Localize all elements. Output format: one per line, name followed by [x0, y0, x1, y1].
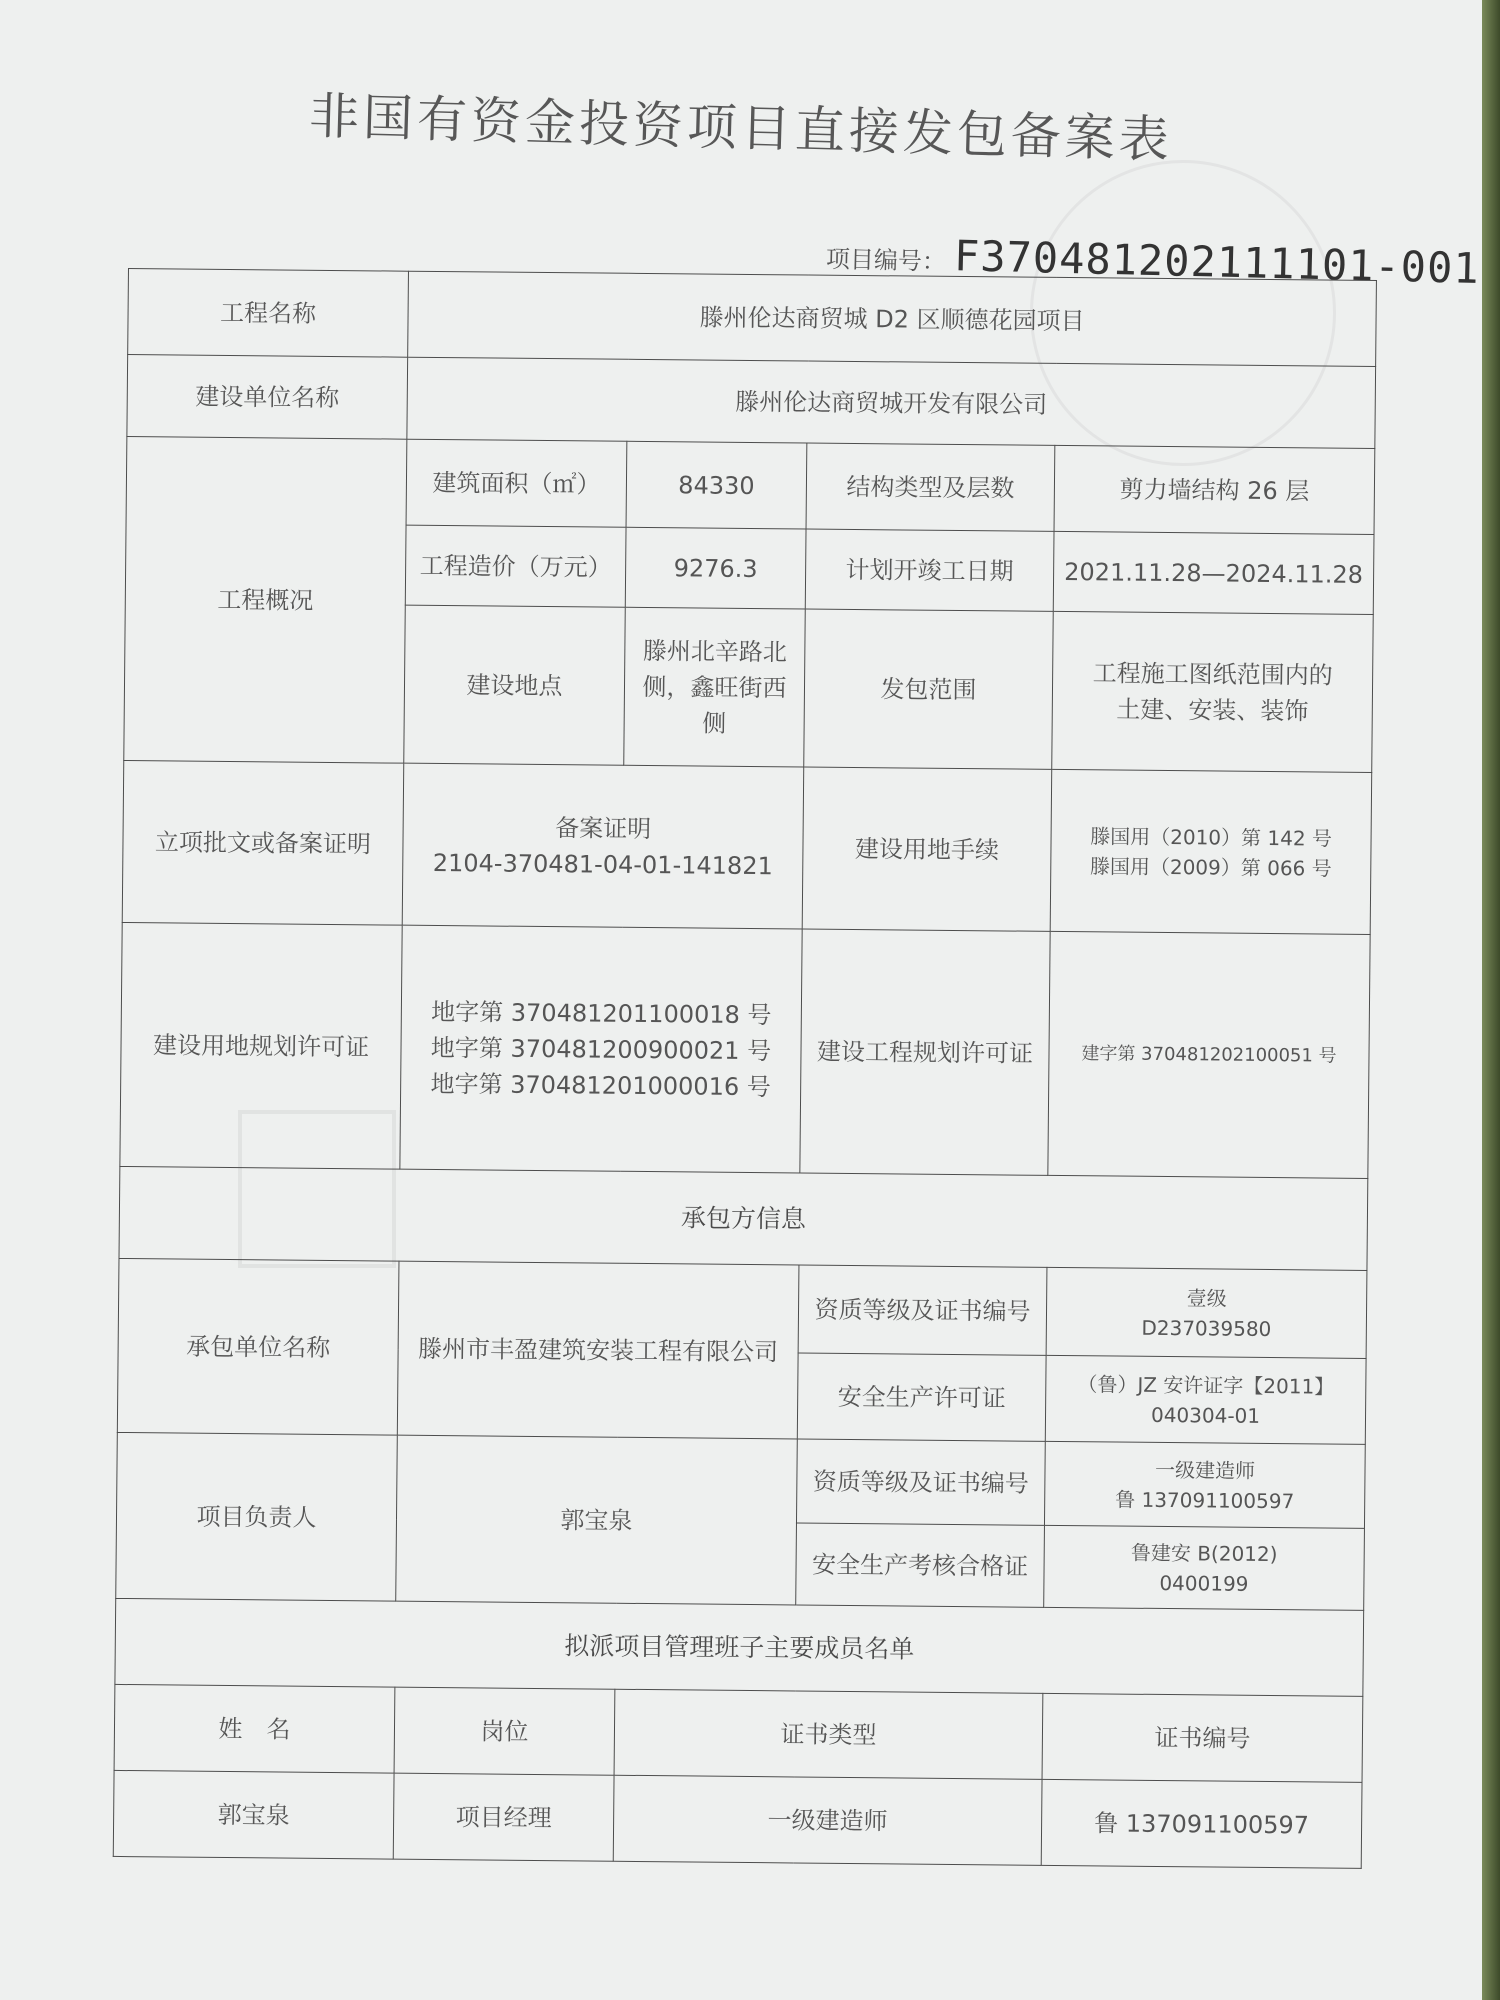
row-team-section	[115, 1598, 1364, 1696]
land-permit-value-1: 地字第 370481201100018 号	[431, 997, 772, 1029]
contractor-safety-label: 安全生产许可证	[797, 1353, 1046, 1441]
overview-label: 工程概况	[124, 436, 407, 763]
manager-qual-value-1: 一级建造师	[1154, 1457, 1256, 1483]
area-label: 建筑面积（㎡）	[406, 439, 627, 527]
team-header-row	[114, 1684, 1363, 1782]
team-row-cert-type: 一级建造师	[613, 1775, 1042, 1865]
cost-label: 工程造价（万元）	[405, 525, 626, 607]
row-contractor-1	[118, 1258, 1367, 1358]
manager-value: 郭宝泉	[396, 1435, 798, 1605]
land-permit-label: 建设用地规划许可证	[120, 922, 402, 1169]
contractor-safety-value-2: 040304-01	[1150, 1402, 1261, 1428]
contractor-safety-value	[1045, 1355, 1366, 1444]
row-overview-1	[126, 436, 1375, 534]
row-project-name	[128, 269, 1377, 367]
contractor-qual-value-2: D237039580	[1141, 1315, 1272, 1341]
manager-safety-value	[1044, 1525, 1365, 1610]
contractor-value: 滕州市丰盈建筑安装工程有限公司	[397, 1261, 799, 1439]
manager-safety-value-2: 0400199	[1159, 1570, 1249, 1596]
scope-value-line-1: 工程施工图纸范围内的	[1092, 658, 1333, 690]
team-header-cert-type: 证书类型	[614, 1689, 1043, 1779]
contractor-qual-value-1: 壹级	[1186, 1285, 1227, 1311]
land-permit-value-2: 地字第 370481200900021 号	[430, 1033, 772, 1065]
project-number-value: F370481202111101-001	[953, 231, 1481, 293]
approval-label: 立项批文或备案证明	[122, 760, 404, 925]
structure-value: 剪力墙结构 26 层	[1054, 445, 1375, 534]
contractor-safety-value-1: （鲁）JZ 安许证字【2011】	[1077, 1371, 1335, 1399]
scope-value	[1052, 611, 1374, 772]
row-land-permit	[120, 922, 1370, 1178]
document-title: 非国有资金投资项目直接发包备案表	[308, 86, 1174, 170]
location-label: 建设地点	[404, 605, 626, 765]
row-approval	[122, 760, 1372, 934]
team-row-cert-no: 鲁 137091100597	[1041, 1779, 1362, 1868]
team-row-role: 项目经理	[393, 1773, 614, 1861]
scope-label: 发包范围	[804, 609, 1054, 769]
project-name-value: 滕州伦达商贸城 D2 区顺德花园项目	[408, 271, 1377, 366]
filing-form	[113, 268, 1376, 1880]
row-manager-1	[117, 1432, 1366, 1528]
project-number-label: 项目编号：	[825, 245, 947, 276]
land-procedure-value	[1050, 769, 1372, 934]
cost-value: 9276.3	[625, 527, 806, 609]
plan-permit-value: 建字第 370481202100051 号	[1048, 931, 1370, 1178]
row-builder	[127, 355, 1376, 449]
contractor-qual-label: 资质等级及证书编号	[798, 1265, 1047, 1355]
land-procedure-value-2: 滕国用（2009）第 066 号	[1089, 853, 1332, 881]
team-row	[113, 1770, 1362, 1868]
manager-label: 项目负责人	[116, 1432, 398, 1601]
land-permit-value	[400, 925, 802, 1173]
manager-safety-label: 安全生产考核合格证	[796, 1523, 1045, 1607]
builder-label: 建设单位名称	[127, 355, 408, 440]
approval-value-number: 2104-370481-04-01-141821	[432, 848, 773, 880]
land-procedure-value-1: 滕国用（2010）第 142 号	[1090, 823, 1333, 851]
structure-label: 结构类型及层数	[806, 443, 1055, 531]
location-value-line-2: 侧，鑫旺街西侧	[642, 672, 787, 738]
schedule-value: 2021.11.28—2024.11.28	[1053, 531, 1374, 614]
schedule-label: 计划开竣工日期	[805, 529, 1054, 611]
manager-qual-value	[1044, 1441, 1365, 1528]
location-value	[624, 607, 806, 767]
plan-permit-label: 建设工程规划许可证	[800, 929, 1050, 1175]
manager-qual-value-2: 鲁 137091100597	[1115, 1487, 1295, 1513]
location-value-line-1: 滕州北辛路北	[642, 636, 787, 666]
land-procedure-label: 建设用地手续	[802, 767, 1052, 931]
builder-value: 滕州伦达商贸城开发有限公司	[407, 357, 1376, 448]
land-permit-value-3: 地字第 370481201000016 号	[430, 1069, 771, 1101]
scope-value-line-2: 土建、安装、装饰	[1116, 695, 1309, 725]
team-header-name: 姓 名	[114, 1684, 395, 1773]
contractor-label: 承包单位名称	[117, 1258, 399, 1435]
project-name-label: 工程名称	[128, 269, 409, 358]
row-contractor-section	[119, 1166, 1368, 1270]
team-section-title: 拟派项目管理班子主要成员名单	[115, 1598, 1364, 1696]
approval-value	[402, 763, 804, 929]
approval-value-title: 备案证明	[555, 813, 652, 843]
desk-edge	[1482, 0, 1500, 2000]
manager-safety-value-1: 鲁建安 B(2012)	[1130, 1540, 1278, 1566]
manager-qual-label: 资质等级及证书编号	[796, 1439, 1045, 1525]
contractor-qual-value	[1046, 1267, 1367, 1358]
area-value: 84330	[626, 441, 807, 529]
contractor-section-title: 承包方信息	[119, 1166, 1368, 1270]
team-row-name: 郭宝泉	[113, 1770, 394, 1859]
team-header-role: 岗位	[394, 1687, 615, 1775]
team-header-cert-no: 证书编号	[1042, 1693, 1363, 1782]
